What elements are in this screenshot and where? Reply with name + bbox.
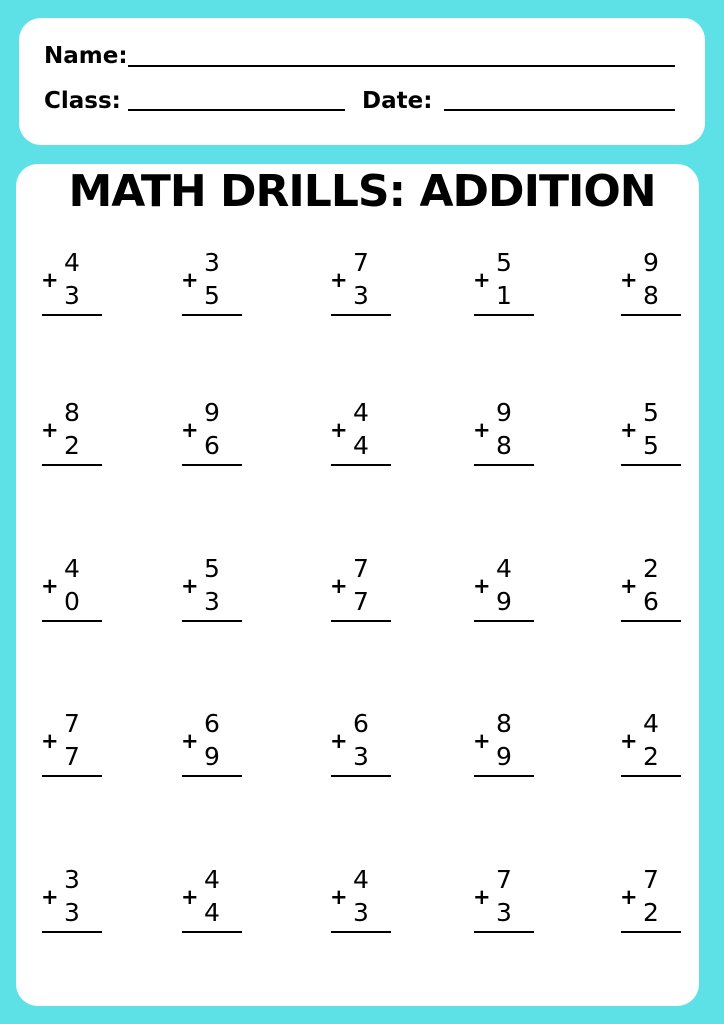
plus-sign: + <box>41 885 59 909</box>
plus-sign: + <box>181 729 199 753</box>
student-info-card <box>19 18 705 145</box>
addend-bottom: 3 <box>204 587 220 616</box>
addend-bottom: 0 <box>64 587 80 616</box>
addend-top: 4 <box>496 554 512 583</box>
addend-top: 9 <box>643 248 659 277</box>
addend-bottom: 3 <box>353 742 369 771</box>
addend-top: 4 <box>204 865 220 894</box>
answer-line[interactable] <box>42 931 102 933</box>
addition-problem <box>173 867 243 947</box>
addend-top: 6 <box>204 709 220 738</box>
answer-line[interactable] <box>621 775 681 777</box>
addend-bottom: 3 <box>64 898 80 927</box>
addend-bottom: 9 <box>496 587 512 616</box>
name-line[interactable] <box>128 65 675 67</box>
plus-sign: + <box>473 268 491 292</box>
answer-line[interactable] <box>182 464 242 466</box>
plus-sign: + <box>41 268 59 292</box>
addend-top: 7 <box>64 709 80 738</box>
plus-sign: + <box>330 418 348 442</box>
addend-top: 4 <box>64 554 80 583</box>
addend-bottom: 3 <box>353 898 369 927</box>
addend-bottom: 3 <box>64 281 80 310</box>
answer-line[interactable] <box>621 620 681 622</box>
plus-sign: + <box>473 885 491 909</box>
plus-sign: + <box>181 885 199 909</box>
worksheet-title: MATH DRILLS: ADDITION <box>68 166 656 217</box>
answer-line[interactable] <box>182 931 242 933</box>
addition-problem <box>322 556 392 636</box>
addition-problem <box>33 711 103 791</box>
date-label: Date: <box>362 88 433 114</box>
addend-bottom: 6 <box>643 587 659 616</box>
addend-bottom: 5 <box>204 281 220 310</box>
addition-problem <box>322 867 392 947</box>
addend-top: 3 <box>64 865 80 894</box>
addend-bottom: 9 <box>496 742 512 771</box>
plus-sign: + <box>181 418 199 442</box>
addition-problem <box>173 711 243 791</box>
addend-top: 5 <box>204 554 220 583</box>
addend-top: 5 <box>496 248 512 277</box>
answer-line[interactable] <box>331 314 391 316</box>
answer-line[interactable] <box>182 775 242 777</box>
plus-sign: + <box>41 418 59 442</box>
addend-bottom: 2 <box>64 431 80 460</box>
addition-problem <box>322 400 392 480</box>
addend-top: 4 <box>64 248 80 277</box>
addend-top: 9 <box>204 398 220 427</box>
answer-line[interactable] <box>474 314 534 316</box>
plus-sign: + <box>330 729 348 753</box>
addend-top: 5 <box>643 398 659 427</box>
addend-bottom: 1 <box>496 281 512 310</box>
name-label: Name: <box>44 43 128 69</box>
plus-sign: + <box>41 729 59 753</box>
date-line[interactable] <box>444 109 675 111</box>
addition-problem <box>33 400 103 480</box>
plus-sign: + <box>620 574 638 598</box>
addend-top: 7 <box>643 865 659 894</box>
answer-line[interactable] <box>474 775 534 777</box>
plus-sign: + <box>330 268 348 292</box>
plus-sign: + <box>620 885 638 909</box>
addition-problem <box>33 250 103 330</box>
plus-sign: + <box>620 268 638 292</box>
addition-problem <box>173 400 243 480</box>
addition-problem <box>612 867 682 947</box>
addend-top: 4 <box>353 865 369 894</box>
answer-line[interactable] <box>331 775 391 777</box>
class-line[interactable] <box>128 109 345 111</box>
addend-bottom: 2 <box>643 742 659 771</box>
answer-line[interactable] <box>42 464 102 466</box>
addend-top: 7 <box>496 865 512 894</box>
answer-line[interactable] <box>182 314 242 316</box>
addend-bottom: 4 <box>353 431 369 460</box>
addend-bottom: 9 <box>204 742 220 771</box>
addition-problem <box>33 867 103 947</box>
answer-line[interactable] <box>182 620 242 622</box>
answer-line[interactable] <box>621 931 681 933</box>
plus-sign: + <box>181 574 199 598</box>
addition-problem <box>612 711 682 791</box>
addend-top: 7 <box>353 248 369 277</box>
addend-top: 4 <box>353 398 369 427</box>
addend-top: 6 <box>353 709 369 738</box>
addend-bottom: 3 <box>353 281 369 310</box>
addend-bottom: 2 <box>643 898 659 927</box>
addition-problem <box>465 867 535 947</box>
addend-bottom: 7 <box>353 587 369 616</box>
answer-line[interactable] <box>331 464 391 466</box>
plus-sign: + <box>473 574 491 598</box>
plus-sign: + <box>181 268 199 292</box>
addition-problem <box>465 250 535 330</box>
addend-bottom: 3 <box>496 898 512 927</box>
answer-line[interactable] <box>42 775 102 777</box>
addition-problem <box>173 556 243 636</box>
addition-problem <box>322 711 392 791</box>
plus-sign: + <box>330 885 348 909</box>
answer-line[interactable] <box>42 314 102 316</box>
addition-problem <box>173 250 243 330</box>
addend-top: 7 <box>353 554 369 583</box>
addition-problem <box>612 556 682 636</box>
answer-line[interactable] <box>331 620 391 622</box>
answer-line[interactable] <box>474 931 534 933</box>
addend-bottom: 4 <box>204 898 220 927</box>
answer-line[interactable] <box>474 620 534 622</box>
addend-bottom: 5 <box>643 431 659 460</box>
addend-bottom: 8 <box>496 431 512 460</box>
addend-top: 8 <box>64 398 80 427</box>
plus-sign: + <box>620 418 638 442</box>
answer-line[interactable] <box>474 464 534 466</box>
addition-problem <box>322 250 392 330</box>
addend-top: 9 <box>496 398 512 427</box>
answer-line[interactable] <box>621 314 681 316</box>
addend-top: 2 <box>643 554 659 583</box>
addition-problem <box>612 250 682 330</box>
addend-bottom: 8 <box>643 281 659 310</box>
plus-sign: + <box>473 418 491 442</box>
addition-problem <box>612 400 682 480</box>
addend-bottom: 6 <box>204 431 220 460</box>
plus-sign: + <box>473 729 491 753</box>
answer-line[interactable] <box>331 931 391 933</box>
plus-sign: + <box>41 574 59 598</box>
addition-problem <box>33 556 103 636</box>
addition-problem <box>465 400 535 480</box>
addend-top: 3 <box>204 248 220 277</box>
addend-top: 8 <box>496 709 512 738</box>
addition-problem <box>465 556 535 636</box>
addend-top: 4 <box>643 709 659 738</box>
answer-line[interactable] <box>42 620 102 622</box>
class-label: Class: <box>44 88 121 114</box>
addition-problem <box>465 711 535 791</box>
addend-bottom: 7 <box>64 742 80 771</box>
answer-line[interactable] <box>621 464 681 466</box>
plus-sign: + <box>620 729 638 753</box>
plus-sign: + <box>330 574 348 598</box>
